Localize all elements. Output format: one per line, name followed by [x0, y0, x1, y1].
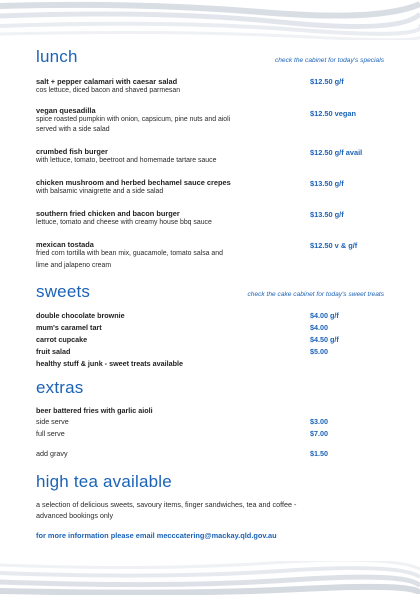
- extras-side-price: $3.00: [310, 417, 328, 426]
- lunch-heading: lunch: [36, 47, 78, 66]
- item-desc: served with a side salad: [36, 126, 110, 133]
- item-desc: fried corn tortilla with bean mix, guacamole, tomato salsa and: [36, 250, 223, 257]
- item-desc: spice roasted pumpkin with onion, capsicum, pine nuts and aioli: [36, 116, 231, 123]
- item-price: $12.50 g/f avail: [310, 148, 363, 157]
- sweet-item-price: $4.50 g/f: [310, 335, 339, 344]
- item-price: $12.50 v & g/f: [310, 241, 358, 250]
- item-name: southern fried chicken and bacon burger: [36, 209, 180, 218]
- sweets-note: check the cake cabinet for today's sweet treats: [247, 291, 384, 298]
- hightea-text-line: a selection of delicious sweets, savoury items, finger sandwiches, tea and coffee -: [36, 500, 297, 509]
- extras-side-label: side serve: [36, 417, 69, 426]
- item-desc: cos lettuce, diced bacon and shaved parmesan: [36, 87, 181, 94]
- item-desc: lettuce, tomato and cheese with creamy house bbq sauce: [36, 219, 212, 226]
- item-desc: with lettuce, tomato, beetroot and homemade tartare sauce: [36, 157, 217, 164]
- extras-gravy-label: add gravy: [36, 449, 68, 458]
- sweet-item-price: $5.00: [310, 347, 328, 356]
- item-price: $12.50 vegan: [310, 109, 357, 118]
- sweet-item-name: double chocolate brownie: [36, 311, 125, 320]
- hightea-heading: high tea available: [36, 472, 172, 491]
- sweets-heading: sweets: [36, 282, 91, 301]
- extras-full-label: full serve: [36, 429, 65, 438]
- sweet-item-price: $4.00: [310, 323, 328, 332]
- extras-full-price: $7.00: [310, 429, 328, 438]
- item-name: crumbed fish burger: [36, 147, 108, 156]
- sweet-item-name: fruit salad: [36, 347, 71, 356]
- sweet-item-price: $4.00 g/f: [310, 311, 339, 320]
- sweet-item-name: carrot cupcake: [36, 335, 88, 344]
- item-name: mexican tostada: [36, 240, 94, 249]
- item-price: $13.50 g/f: [310, 179, 344, 188]
- item-price: $12.50 g/f: [310, 77, 344, 86]
- item-price: $13.50 g/f: [310, 210, 344, 219]
- extras-title: beer battered fries with garlic aioli: [36, 406, 153, 415]
- item-name: chicken mushroom and herbed bechamel sauce crepes: [36, 178, 231, 187]
- item-name: salt + pepper calamari with caesar salad: [36, 77, 178, 86]
- hightea-description: [36, 500, 381, 521]
- hightea-text-line: advanced bookings only: [36, 510, 114, 520]
- item-name: vegan quesadilla: [36, 106, 96, 115]
- item-desc: with balsamic vinaigrette and a side salad: [36, 188, 164, 195]
- sweet-item-name: healthy stuff & junk - sweet treats available: [36, 359, 183, 368]
- sweet-item-name: mum's caramel tart: [36, 323, 102, 332]
- extras-heading: extras: [36, 378, 84, 397]
- contact-email-line[interactable]: for more information please email mecccatering@mackay.qld.gov.au: [36, 531, 277, 540]
- extras-gravy-price: $1.50: [310, 449, 328, 458]
- lunch-note: check the cabinet for today's specials: [274, 57, 384, 64]
- item-desc: lime and jalapeno cream: [36, 262, 112, 269]
